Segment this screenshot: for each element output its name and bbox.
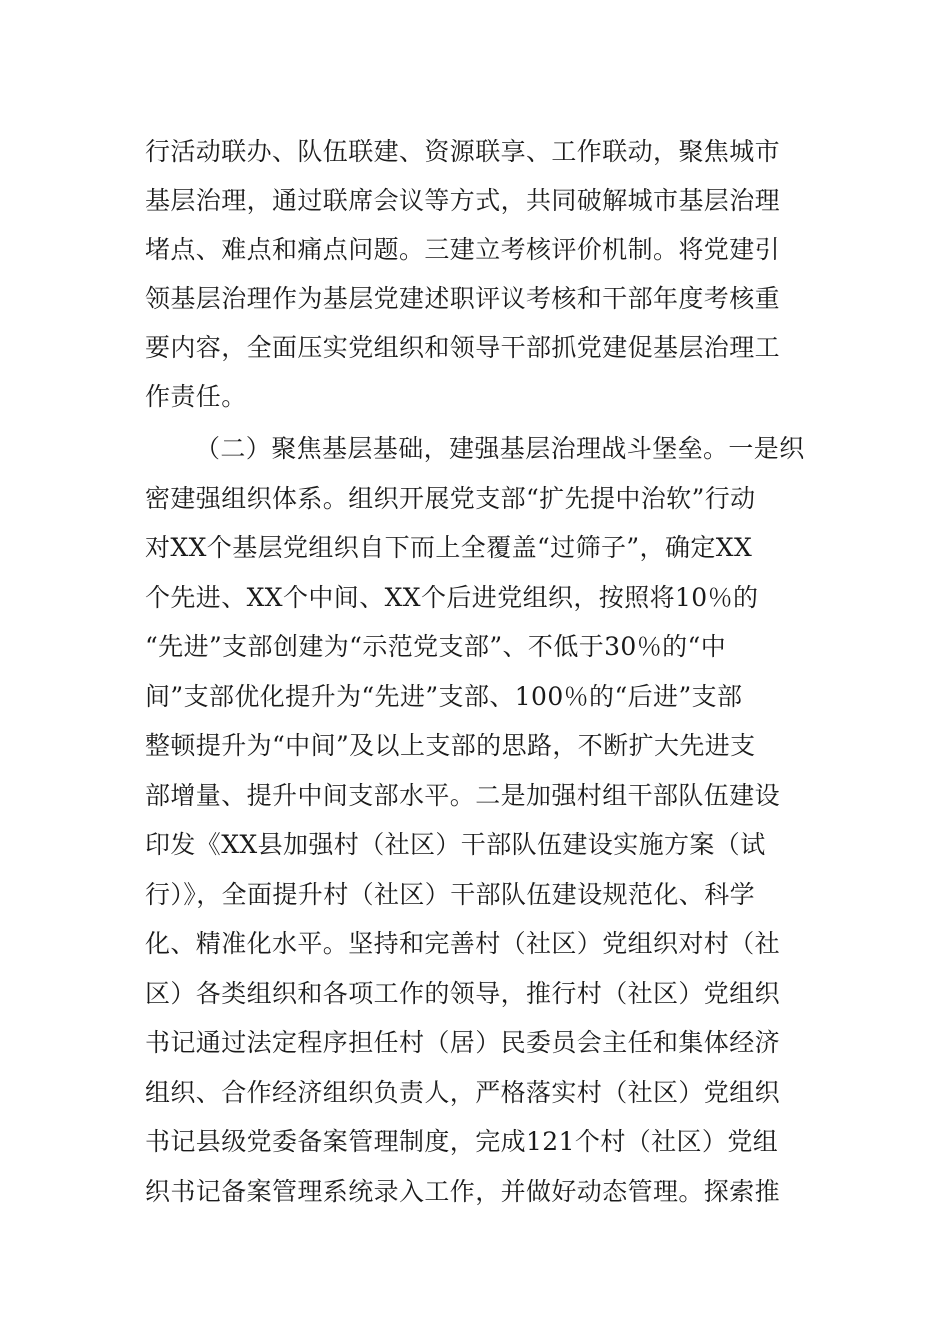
text-line: 化、精准化水平。坚持和完善村（社区）党组织对村（社 xyxy=(145,929,781,958)
text-line: 组织、合作经济组织负责人，严格落实村（社区）党组织 xyxy=(145,1078,781,1107)
text-line: “先进”支部创建为“示范党支部”、不低于30％的“中 xyxy=(145,632,727,661)
text-line: 个先进、XX个中间、XX个后进党组织，按照将10％的 xyxy=(145,583,759,612)
text-line: 对XX个基层党组织自下而上全覆盖“过筛子”，确定XX xyxy=(145,533,753,562)
text-line: 整顿提升为“中间”及以上支部的思路，不断扩大先进支 xyxy=(145,731,756,760)
text-line: 行活动联办、队伍联建、资源联享、工作联动，聚焦城市 xyxy=(145,137,781,166)
text-line: 区）各类组织和各项工作的领导，推行村（社区）党组织 xyxy=(145,979,781,1008)
text-line: 书记通过法定程序担任村（居）民委员会主任和集体经济 xyxy=(145,1028,781,1057)
text-line: 作责任。 xyxy=(145,382,247,411)
text-line: 堵点、难点和痛点问题。三建立考核评价机制。将党建引 xyxy=(145,235,781,264)
text-line: 密建强组织体系。组织开展党支部“扩先提中治软”行动 xyxy=(145,484,756,513)
text-line: 书记县级党委备案管理制度，完成121个村（社区）党组 xyxy=(145,1127,779,1156)
text-line: 行）》，全面提升村（社区）干部队伍建设规范化、科学 xyxy=(145,880,756,909)
text-line: 领基层治理作为基层党建述职评议考核和干部年度考核重 xyxy=(145,284,781,313)
text-line: 间”支部优化提升为“先进”支部、100％的“后进”支部 xyxy=(145,682,743,711)
text-line: 织书记备案管理系统录入工作，并做好动态管理。探索推 xyxy=(145,1177,781,1206)
text-line: 要内容，全面压实党组织和领导干部抓党建促基层治理工 xyxy=(145,333,781,362)
text-line: 印发《XX县加强村（社区）干部队伍建设实施方案（试 xyxy=(145,830,766,859)
text-line: 基层治理，通过联席会议等方式，共同破解城市基层治理 xyxy=(145,186,781,215)
text-line: 部增量、提升中间支部水平。二是加强村组干部队伍建设 xyxy=(145,781,781,810)
paragraph-start-line: （二）聚焦基层基础，建强基层治理战斗堡垒。一是织 xyxy=(195,434,805,463)
